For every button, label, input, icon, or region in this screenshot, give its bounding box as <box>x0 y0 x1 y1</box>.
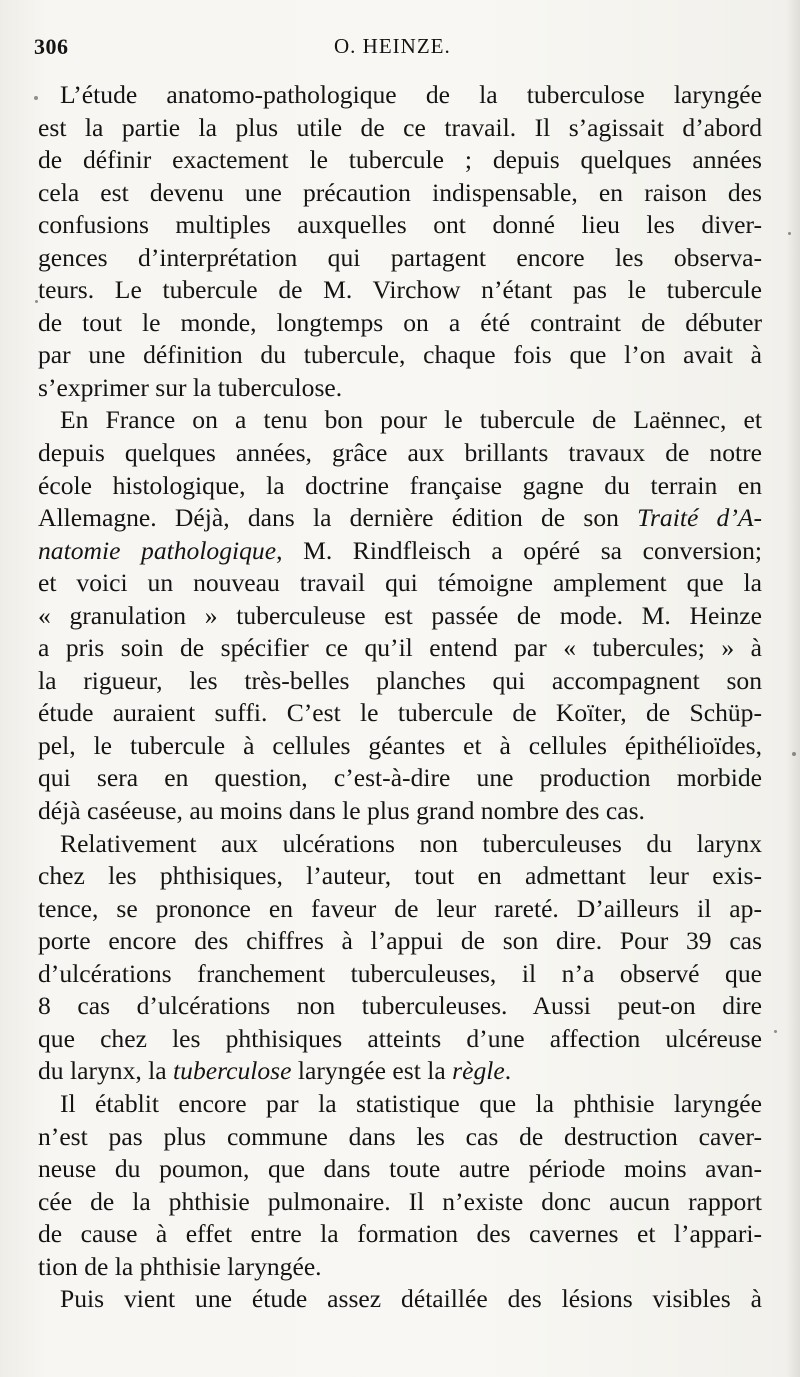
text-segment: 8 cas d’ulcérations non tuberculeuses. Aussi peut-on dire <box>38 991 762 1021</box>
text-segment: porte encore des chiffres à l’appui de son dire. Pour 39 cas <box>38 926 762 956</box>
ink-speck <box>792 752 796 756</box>
text-segment: teurs. Le tubercule de M. Virchow n’étant pas le tubercule <box>38 275 762 305</box>
text-segment: de définir exactement le tubercule ; depuis quelques années <box>38 145 762 175</box>
text-line <box>38 1186 762 1219</box>
text-line <box>38 795 762 828</box>
text-segment: Puis vient une étude assez détaillée des lésions visibles à <box>60 1284 762 1314</box>
text-line <box>38 632 762 665</box>
text-line <box>38 1023 762 1056</box>
italic-text: tuberculose <box>173 1056 292 1086</box>
text-segment: d’ulcérations franchement tuberculeuses, il n’a observé que <box>38 958 762 988</box>
text-segment: tence, se prononce en faveur de leur rareté. D’ailleurs il ap- <box>38 893 762 923</box>
text-line <box>38 567 762 600</box>
text-segment: du larynx, la <box>38 1056 174 1086</box>
text-segment: , M. Rindfleisch a opéré sa conversion; <box>276 535 762 565</box>
italic-text: natomie pathologique <box>38 535 277 565</box>
running-head: O. HEINZE. <box>334 34 451 58</box>
text-line <box>38 828 762 861</box>
text-segment: depuis quelques années, grâce aux brillants travaux de notre <box>38 438 762 468</box>
text-line <box>38 925 762 958</box>
text-line <box>38 1283 762 1316</box>
text-segment: école histologique, la doctrine française gagne du terrain en <box>38 470 762 500</box>
ink-speck <box>35 300 38 303</box>
text-line <box>38 339 762 372</box>
ink-speck <box>788 232 791 235</box>
ink-speck <box>774 1030 777 1033</box>
text-line <box>38 990 762 1023</box>
page-number: 306 <box>34 34 69 59</box>
italic-text: règle <box>452 1056 505 1086</box>
text-line <box>38 1153 762 1186</box>
text-segment: et voici un nouveau travail qui témoigne amplement que la <box>38 568 762 598</box>
text-segment: cela est devenu une précaution indispensable, en raison des <box>38 177 762 207</box>
text-line <box>38 112 762 145</box>
text-segment: Relativement aux ulcérations non tuberculeuses du larynx <box>60 828 762 858</box>
text-segment: a pris soin de spécifier ce qu’il entend par « tubercules; » à <box>38 633 762 663</box>
text-segment: cée de la phthisie pulmonaire. Il n’existe donc aucun rapport <box>38 1186 762 1216</box>
text-segment: étude auraient suffi. C’est le tubercule de Koïter, de Schüp- <box>38 698 762 728</box>
text-line <box>38 730 762 763</box>
text-line <box>38 762 762 795</box>
text-segment: L’étude anatomo-pathologique de la tuberculose laryngée <box>60 80 762 109</box>
text-segment: tion de la phthisie laryngée. <box>38 1251 322 1281</box>
text-line <box>38 1218 762 1251</box>
page-header <box>34 34 764 64</box>
text-line <box>38 79 762 112</box>
text-line <box>38 1121 762 1154</box>
text-segment: est la partie la plus utile de ce travail. Il s’agissait d’abord <box>38 112 762 142</box>
text-segment: de tout le monde, longtemps on a été contraint de débuter <box>38 307 762 337</box>
text-line <box>38 470 762 503</box>
body-text <box>38 79 762 1316</box>
text-line <box>38 144 762 177</box>
text-line <box>38 893 762 926</box>
text-segment: la rigueur, les très-belles planches qui accompagnent son <box>38 665 762 695</box>
text-line <box>38 1251 762 1284</box>
text-segment: Allemagne. Déjà, dans la dernière édition de son <box>38 503 638 533</box>
page-edge-shadow <box>786 0 800 1377</box>
text-line <box>38 1055 762 1088</box>
text-line <box>38 535 762 568</box>
text-line <box>38 1088 762 1121</box>
text-segment: confusions multiples auxquelles ont donné lieu les diver- <box>38 210 762 240</box>
text-segment: qui sera en question, c’est-à-dire une production morbide <box>38 763 762 793</box>
text-line <box>38 404 762 437</box>
text-segment: chez les phthisiques, l’auteur, tout en admettant leur exis- <box>38 861 762 891</box>
text-segment: par une définition du tubercule, chaque fois que l’on avait à <box>38 340 762 370</box>
text-segment: n’est pas plus commune dans les cas de destruction caver- <box>38 1121 762 1151</box>
text-segment: s’exprimer sur la tuberculose. <box>38 372 343 402</box>
text-line <box>38 177 762 210</box>
text-line <box>38 697 762 730</box>
text-line <box>38 600 762 633</box>
text-segment: neuse du poumon, que dans toute autre période moins avan- <box>38 1154 762 1184</box>
text-segment: « granulation » tuberculeuse est passée de mode. M. Heinze <box>38 600 762 630</box>
text-segment: de cause à effet entre la formation des cavernes et l’appari- <box>38 1219 762 1249</box>
text-segment: gences d’interprétation qui partagent encore les observa- <box>38 242 762 272</box>
text-segment: déjà caséeuse, au moins dans le plus grand nombre des cas. <box>38 796 645 826</box>
text-segment: En France on a tenu bon pour le tubercule de Laënnec, et <box>60 405 762 435</box>
text-segment: que chez les phthisiques atteints d’une affection ulcéreuse <box>38 1023 762 1053</box>
text-line <box>38 502 762 535</box>
text-segment: laryngée est la <box>291 1056 453 1086</box>
ink-speck <box>34 96 38 100</box>
text-line <box>38 665 762 698</box>
text-line <box>38 307 762 340</box>
text-line <box>38 958 762 991</box>
text-segment: pel, le tubercule à cellules géantes et à cellules épithélioïdes, <box>38 730 762 760</box>
text-line <box>38 274 762 307</box>
text-line <box>38 209 762 242</box>
text-line <box>38 242 762 275</box>
text-line <box>38 372 762 405</box>
italic-text: Traité d’A- <box>637 503 762 533</box>
text-line <box>38 860 762 893</box>
text-line <box>38 437 762 470</box>
text-segment: . <box>504 1056 512 1086</box>
text-segment: Il établit encore par la statistique que la phthisie laryngée <box>60 1088 762 1118</box>
